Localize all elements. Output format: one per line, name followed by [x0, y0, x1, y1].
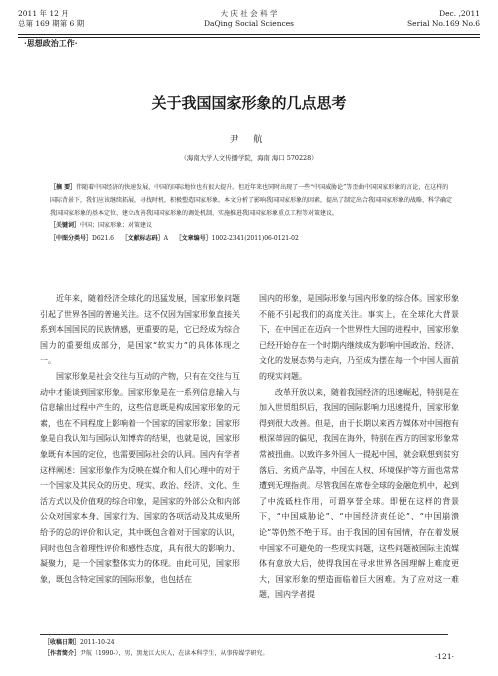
body-column-right — [259, 291, 459, 603]
page-header — [18, 9, 480, 37]
journal-name-cn: 大 庆 社 会 科 学 — [220, 9, 278, 18]
abstract-block — [50, 182, 452, 246]
header-rule-bottom — [18, 37, 480, 38]
footnote — [44, 637, 268, 659]
header-issue: 总第 169 期第 6 期 — [18, 19, 85, 28]
paragraph: 国内的形象，是国际形象与国内形象的综合体。国家形象不能不引起我们的高度关注。事实上，在全球化大背景下，在中国正在迈向一个世界性大国的进程中，国家形象已经开始存在一个时期内继续成为影响中国政治、经济、文化的发展态势与走向，乃至成为摆在每一个中国人面前的现实问题。 — [259, 294, 459, 381]
received-date-line — [44, 637, 268, 648]
header-issue-en: Serial No.169 No.6 — [407, 19, 480, 28]
body-column-left — [40, 291, 240, 587]
author-bio-line — [44, 648, 268, 659]
abstract-text: 伴随着中国经济的快速发展，中国的国际地位也有很大提升。但近年来也同时出现了一些“中国威胁论”等歪曲中国国家形象的言论，在这样的国际背景下，我们应该继续拓展，寻找时机，积极塑造国家形象。本文分析了影响我国国家形象的因素，提出了制定出合我国国家形象的战略、科学确定我国国家形象的基本定位、建立改善我国国家形象的调处机制、实施推进我国国家形象重点工程等对策建议。 — [50, 184, 453, 217]
abstract-label: ［摘 要］ — [50, 184, 77, 191]
header-date: 2011 年 12 月 — [18, 9, 69, 18]
header-rule-top — [18, 34, 480, 35]
paragraph: 改革开放以来，随着我国经济的迅速崛起，特别是在加入世贸组织后，我国的国际影响力迅速提升，国家形象得到很大改善。但是，由于长期以来西方媒体对中国抱有根深蒂固的偏见，我国在海外，特别在西方的国家形象常常被扭曲。以致许多外国人一提起中国，就会联想到贫穷落后、劣质产品等，中国在人权、环境保护等方面也常常遭到无理指责。尽管我国在席卷全球的金融危机中，起到了中流砥柱作用，可谓享誉全球。即便在这样的背景下，“中国威胁论”、“中国经济责任论”、“中国崩溃论”等仍然不绝于耳。由于我国的国有国情，存在着发展中国家不可避免的一些现实问题，这些问题被国际主流媒体有意放大后，使得我国在寻求世界各国理解上难度更大，国家形象的塑造面临着巨大困难。为了应对这一难题，国内学者提 — [259, 387, 459, 600]
received-date: 2011-10-24 — [80, 639, 115, 646]
article-author: 尹 航 — [229, 135, 269, 145]
received-label: ［收稿日期］ — [44, 639, 81, 646]
doc-code-label: ［文献标志码］ — [121, 235, 164, 243]
author-bio-label: ［作者简介］ — [44, 650, 81, 657]
paragraph: 近年来，随着经济全球化的迅猛发展，国家形象问题引起了世界各国的普遍关注。这不仅因为国家形象直接关系到本国国民的民族情感，更重要的是，它已经成为综合国力的重要组成部分，是国家“软实力”的具体体现之一。 — [40, 294, 240, 366]
author-bio: 尹航（1990-），男，黑龙江大庆人，在读本科学生，从事传媒学研究。 — [80, 650, 269, 657]
clc-value: D621.6 — [92, 235, 115, 243]
article-title: 关于我国国家形象的几点思考 — [151, 94, 347, 112]
header-date-en: Dec. ,2011 — [439, 9, 480, 18]
author-affiliation: （海南大学人文传播学院，海南 海口 570228） — [180, 154, 318, 162]
footnote-rule — [40, 634, 448, 635]
clc-label: ［中图分类号］ — [50, 235, 93, 243]
section-label: ·思想政治工作· — [24, 38, 78, 48]
paragraph: 国家形象是社会交往与互动的产物，只有在交往与互动中才能谈到国家形象。国家形象是在一系列信息输入与信息输出过程中产生的，这些信息既是构成国家形象的元素，也在不同程度上影响着一个国家的国家形象；国家形象是自我认知与国际认知博弈的结果，也就是说，国家形象既有本国的定位，也需要国际社会的认同。国内有学者这样阐述：国家形象作为反映在媒介和人们心理中的对于一个国家及其民众的历史、现实、政治、经济、文化、生活方式以及价值观的综合印象，是国家的外部公众和内部公众对国家本身、国家行为、国家的各项活动及其成果所给予的总的评价和认定，其中既包含着对于国家的认识，同时也包含着理性评价和感性态度，具有很大的影响力、凝聚力，是一个国家整体实力的体现。由此可见，国家形象，既包含特定国家的国际形象，也包括在 — [40, 371, 240, 584]
page-number: ·121· — [434, 652, 454, 661]
article-number-label: ［文章编号］ — [175, 235, 212, 243]
doc-code-value: A — [163, 235, 169, 243]
article-number-value: 1002-2341(2011)06-0121-02 — [211, 235, 299, 243]
keywords: 中国；国家形象；对策建议 — [80, 222, 153, 230]
classification-line — [50, 233, 452, 246]
header-right — [407, 9, 480, 29]
journal-name-en: DaQing Social Sciences — [203, 19, 295, 28]
keywords-line — [50, 220, 452, 233]
keywords-label: ［关键词］ — [50, 222, 81, 230]
abstract — [50, 182, 452, 220]
